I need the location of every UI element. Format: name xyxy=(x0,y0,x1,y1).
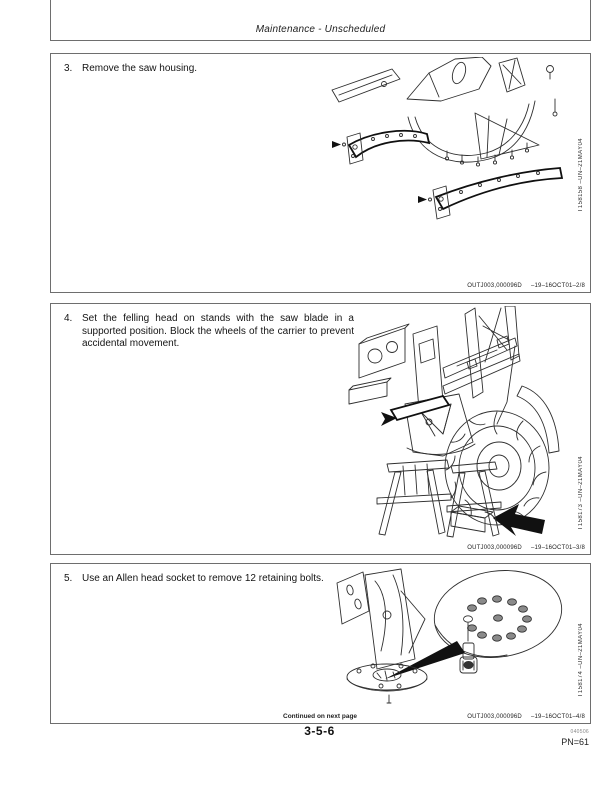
doc-ref-code: OUTJ003,000096D xyxy=(467,545,522,551)
page-header xyxy=(50,0,591,41)
page-number: 3-5-6 xyxy=(304,724,335,738)
section-box-step-3 xyxy=(50,53,591,293)
step-text: Remove the saw housing. xyxy=(82,63,198,74)
print-code: 040506 xyxy=(570,729,589,735)
step-number: 5. xyxy=(64,573,73,584)
step-item xyxy=(64,573,354,586)
pointer-arrow-icon xyxy=(418,196,427,203)
doc-ref-code: OUTJ003,000096D xyxy=(467,714,522,720)
figure-id-label: T158173 –UN–21MAY04 xyxy=(578,455,584,530)
page-title: Maintenance - Unscheduled xyxy=(255,24,386,35)
doc-ref xyxy=(467,283,585,289)
doc-ref-locator: –19–16OCT01–2/8 xyxy=(530,283,585,289)
saw-blade-bolts-figure xyxy=(329,567,564,710)
doc-ref-code: OUTJ003,000096D xyxy=(467,283,522,289)
step-number: 3. xyxy=(64,63,73,74)
pn-label: PN=61 xyxy=(561,737,589,747)
figure-id-label: T158174 –UN–21MAY04 xyxy=(578,622,584,697)
figure-id-label: T158158 –UN–21MAY04 xyxy=(578,137,584,212)
doc-ref xyxy=(467,714,585,720)
tire-treads xyxy=(446,412,546,524)
pointer-arrow-icon xyxy=(493,504,545,536)
step-number: 4. xyxy=(64,313,73,324)
doc-ref-locator: –19–16OCT01–4/8 xyxy=(530,714,585,720)
doc-ref-locator: –19–16OCT01–3/8 xyxy=(530,545,585,551)
continued-note: Continued on next page xyxy=(283,713,358,720)
retaining-bolt-holes xyxy=(464,596,532,641)
pointer-arrow-icon xyxy=(332,141,341,148)
allen-bolt xyxy=(460,643,477,673)
step-text: Set the felling head on stands with the saw blade in a supported position. Block the wheels of the carrier to prevent accidental movement. xyxy=(82,313,354,349)
saw-housing-figure xyxy=(329,57,569,237)
step-text: Use an Allen head socket to remove 12 retaining bolts. xyxy=(82,573,324,584)
section-box-step-5 xyxy=(50,563,591,724)
doc-ref xyxy=(467,545,585,551)
step-item xyxy=(64,313,354,351)
felling-head-on-stands-figure xyxy=(347,306,562,541)
section-box-step-4 xyxy=(50,303,591,555)
step-item xyxy=(64,63,354,76)
